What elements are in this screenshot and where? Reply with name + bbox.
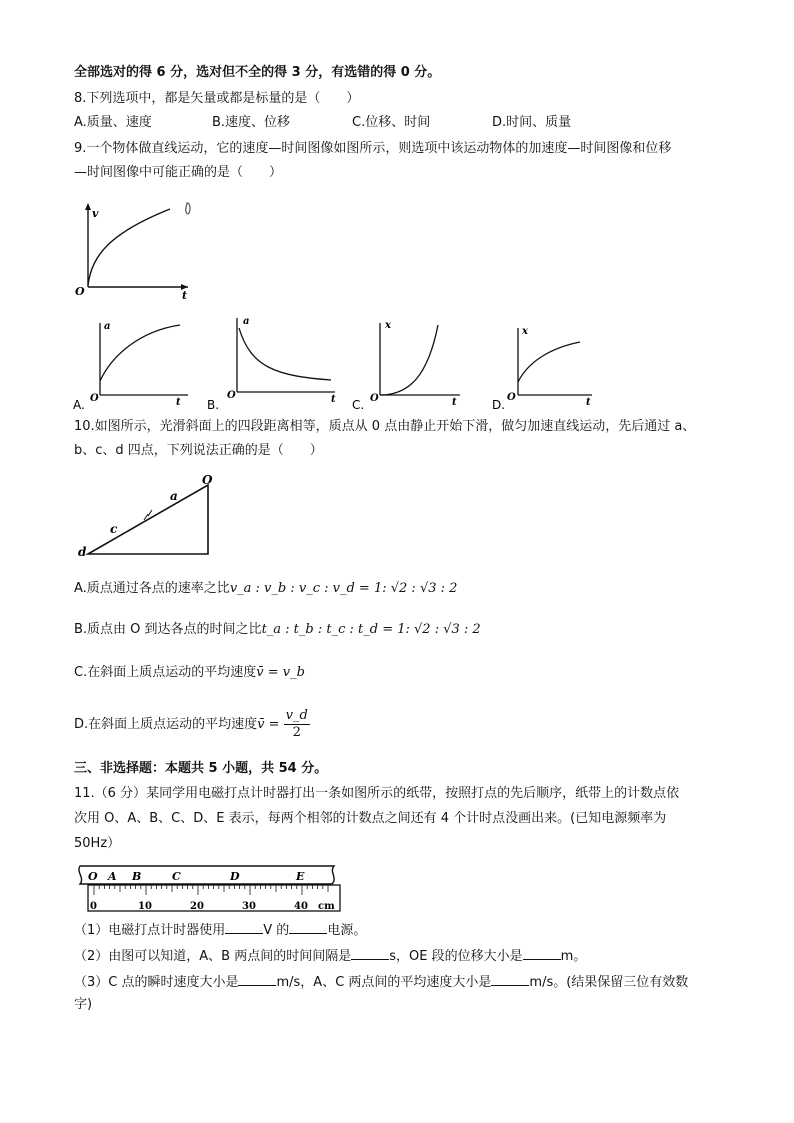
q11-sub3-blank-avg-velocity[interactable]: [491, 972, 529, 986]
q10-option-d-prefix: v̄ =: [257, 717, 280, 732]
q10-option-d-fraction: [284, 708, 310, 741]
q10-option-b-math: t_a : t_b : t_c : t_d = 1: √2 : √3 : 2: [261, 622, 481, 637]
q10-option-a: [74, 580, 457, 598]
q11-sub1-text-b: V 的: [263, 923, 290, 938]
q9-a-origin: O: [90, 393, 99, 404]
q10-option-b-text: B.质点由 O 到达各点的时间之比: [74, 622, 262, 637]
q11-sub2: [74, 946, 586, 966]
q11-sub1-blank-voltage[interactable]: [225, 920, 263, 934]
q9-b-xlabel: t: [331, 394, 336, 405]
q9-option-graph-d: [490, 318, 600, 413]
q9-b-letter: B.: [207, 398, 220, 412]
q8-stem: 8.下列选项中，都是矢量或都是标量的是（ ）: [74, 91, 360, 106]
q9-a-letter: A.: [73, 398, 85, 412]
q9-c-origin: O: [370, 393, 379, 404]
q9-option-graph-a: [70, 315, 195, 413]
q10-option-d-text: D.在斜面上质点运动的平均速度: [74, 717, 258, 732]
q10-point-c: c: [110, 522, 118, 536]
ruler-tick-20: 20: [190, 901, 204, 912]
q10-option-c-text: C.在斜面上质点运动的平均速度: [74, 665, 257, 680]
q8-option-c: C.位移、时间: [352, 115, 431, 130]
q9-c-letter: C.: [352, 398, 365, 412]
q10-point-a: a: [170, 489, 178, 503]
q10-point-d: d: [78, 545, 87, 559]
q11-paper-tape-ruler: [74, 860, 344, 915]
q11-sub2-text-a: （2）由图可以知道，A、B 两点间的时间间隔是: [74, 949, 352, 964]
tape-label-o: O: [88, 870, 98, 883]
q11-sub2-blank-displacement[interactable]: [523, 946, 561, 960]
q11-sub3-blank-velocity-c[interactable]: [238, 972, 276, 986]
q10-option-d-denominator: 2: [292, 725, 301, 740]
q10-option-c: [74, 664, 305, 682]
ruler-tick-10: 10: [138, 901, 152, 912]
q11-sub3: [74, 972, 688, 992]
q9-d-origin: O: [507, 392, 516, 403]
q9-a-xlabel: t: [176, 397, 181, 408]
q8-option-b: B.速度、位移: [212, 115, 291, 130]
q11-sub1-text-c: 电源。: [327, 923, 367, 938]
ruler-tick-0: 0: [90, 901, 97, 912]
q11-line2: 次用 O、A、B、C、D、E 表示，每两个相邻的计数点之间还有 4 个计时点没画出来。(已知电源频率为: [74, 811, 667, 826]
q9-b-ylabel: a: [243, 316, 250, 327]
q9-a-ylabel: a: [104, 321, 111, 332]
q11-sub2-blank-interval[interactable]: [351, 946, 389, 960]
q9-c-xlabel: t: [452, 397, 457, 408]
q11-line1: 11.（6 分）某同学用电磁打点计时器打出一条如图所示的纸带，按照打点的先后顺序，纸带上的计数点依: [74, 786, 680, 801]
q10-option-d: [74, 706, 310, 744]
q9-stem-line1: 9.一个物体做直线运动，它的速度—时间图像如图所示，则选项中该运动物体的加速度—时间图像和位移: [74, 141, 672, 156]
q11-line3: 50Hz）: [74, 836, 121, 851]
q11-sub3-text-b: m/s，A、C 两点间的平均速度大小是: [276, 975, 492, 990]
ruler-unit-cm: cm: [318, 901, 335, 912]
q9-d-xlabel: t: [586, 397, 591, 408]
q9-option-graph-c: [350, 315, 468, 413]
q10-option-a-text: A.质点通过各点的速率之比: [74, 581, 230, 596]
q9-main-vt-graph: [70, 195, 200, 300]
tape-label-c: C: [172, 870, 181, 883]
q10-stem-line2: b、c、d 四点，下列说法正确的是（ ）: [74, 443, 323, 458]
q11-sub3-continued: 字): [74, 997, 93, 1012]
q10-option-d-numerator: v_d: [285, 708, 308, 723]
q8-option-d: D.时间、质量: [492, 115, 572, 130]
tape-label-d: D: [230, 870, 240, 883]
tape-label-a: A: [108, 870, 117, 883]
q11-sub1-blank-source[interactable]: [289, 920, 327, 934]
q9-d-letter: D.: [492, 398, 506, 412]
q11-sub3-text-a: （3）C 点的瞬时速度大小是: [74, 975, 239, 990]
scoring-note: 全部选对的得 6 分，选对但不全的得 3 分，有选错的得 0 分。: [74, 65, 441, 80]
q10-option-c-math: v̄ = v_b: [256, 665, 305, 680]
q9-main-xlabel: t: [182, 289, 188, 302]
q10-stem-line1: 10.如图所示，光滑斜面上的四段距离相等，质点从 0 点由静止开始下滑，做匀加速直线运动，先后通过 a、: [74, 419, 696, 434]
q11-sub3-text-c: m/s。(结果保留三位有效数: [529, 975, 689, 990]
q9-d-ylabel: x: [522, 326, 528, 337]
q10-option-a-math: v_a : v_b : v_c : v_d = 1: √2 : √3 : 2: [229, 581, 458, 596]
q11-sub2-text-b: s，OE 段的位移大小是: [389, 949, 523, 964]
q9-option-graph-b: [205, 312, 340, 413]
q10-point-o: O: [202, 473, 213, 487]
q9-main-ylabel: v: [92, 207, 99, 220]
q9-main-origin: O: [75, 285, 85, 298]
tape-label-b: B: [132, 870, 142, 883]
q9-stem-line2: —时间图像中可能正确的是（ ）: [74, 165, 283, 180]
q11-sub1: [74, 920, 366, 940]
q10-option-b: [74, 621, 481, 639]
q11-sub2-text-c: m。: [560, 949, 587, 964]
q8-option-a: A.质量、速度: [74, 115, 152, 130]
q9-b-origin: O: [227, 390, 236, 401]
q11-sub1-text-a: （1）电磁打点计时器使用: [74, 923, 226, 938]
tape-label-e: E: [296, 870, 305, 883]
ruler-tick-40: 40: [294, 901, 308, 912]
q9-c-ylabel: x: [385, 320, 391, 331]
q10-incline-diagram: [74, 472, 224, 560]
ruler-tick-30: 30: [242, 901, 256, 912]
section-3-heading: 三、非选择题：本题共 5 小题，共 54 分。: [74, 761, 328, 776]
